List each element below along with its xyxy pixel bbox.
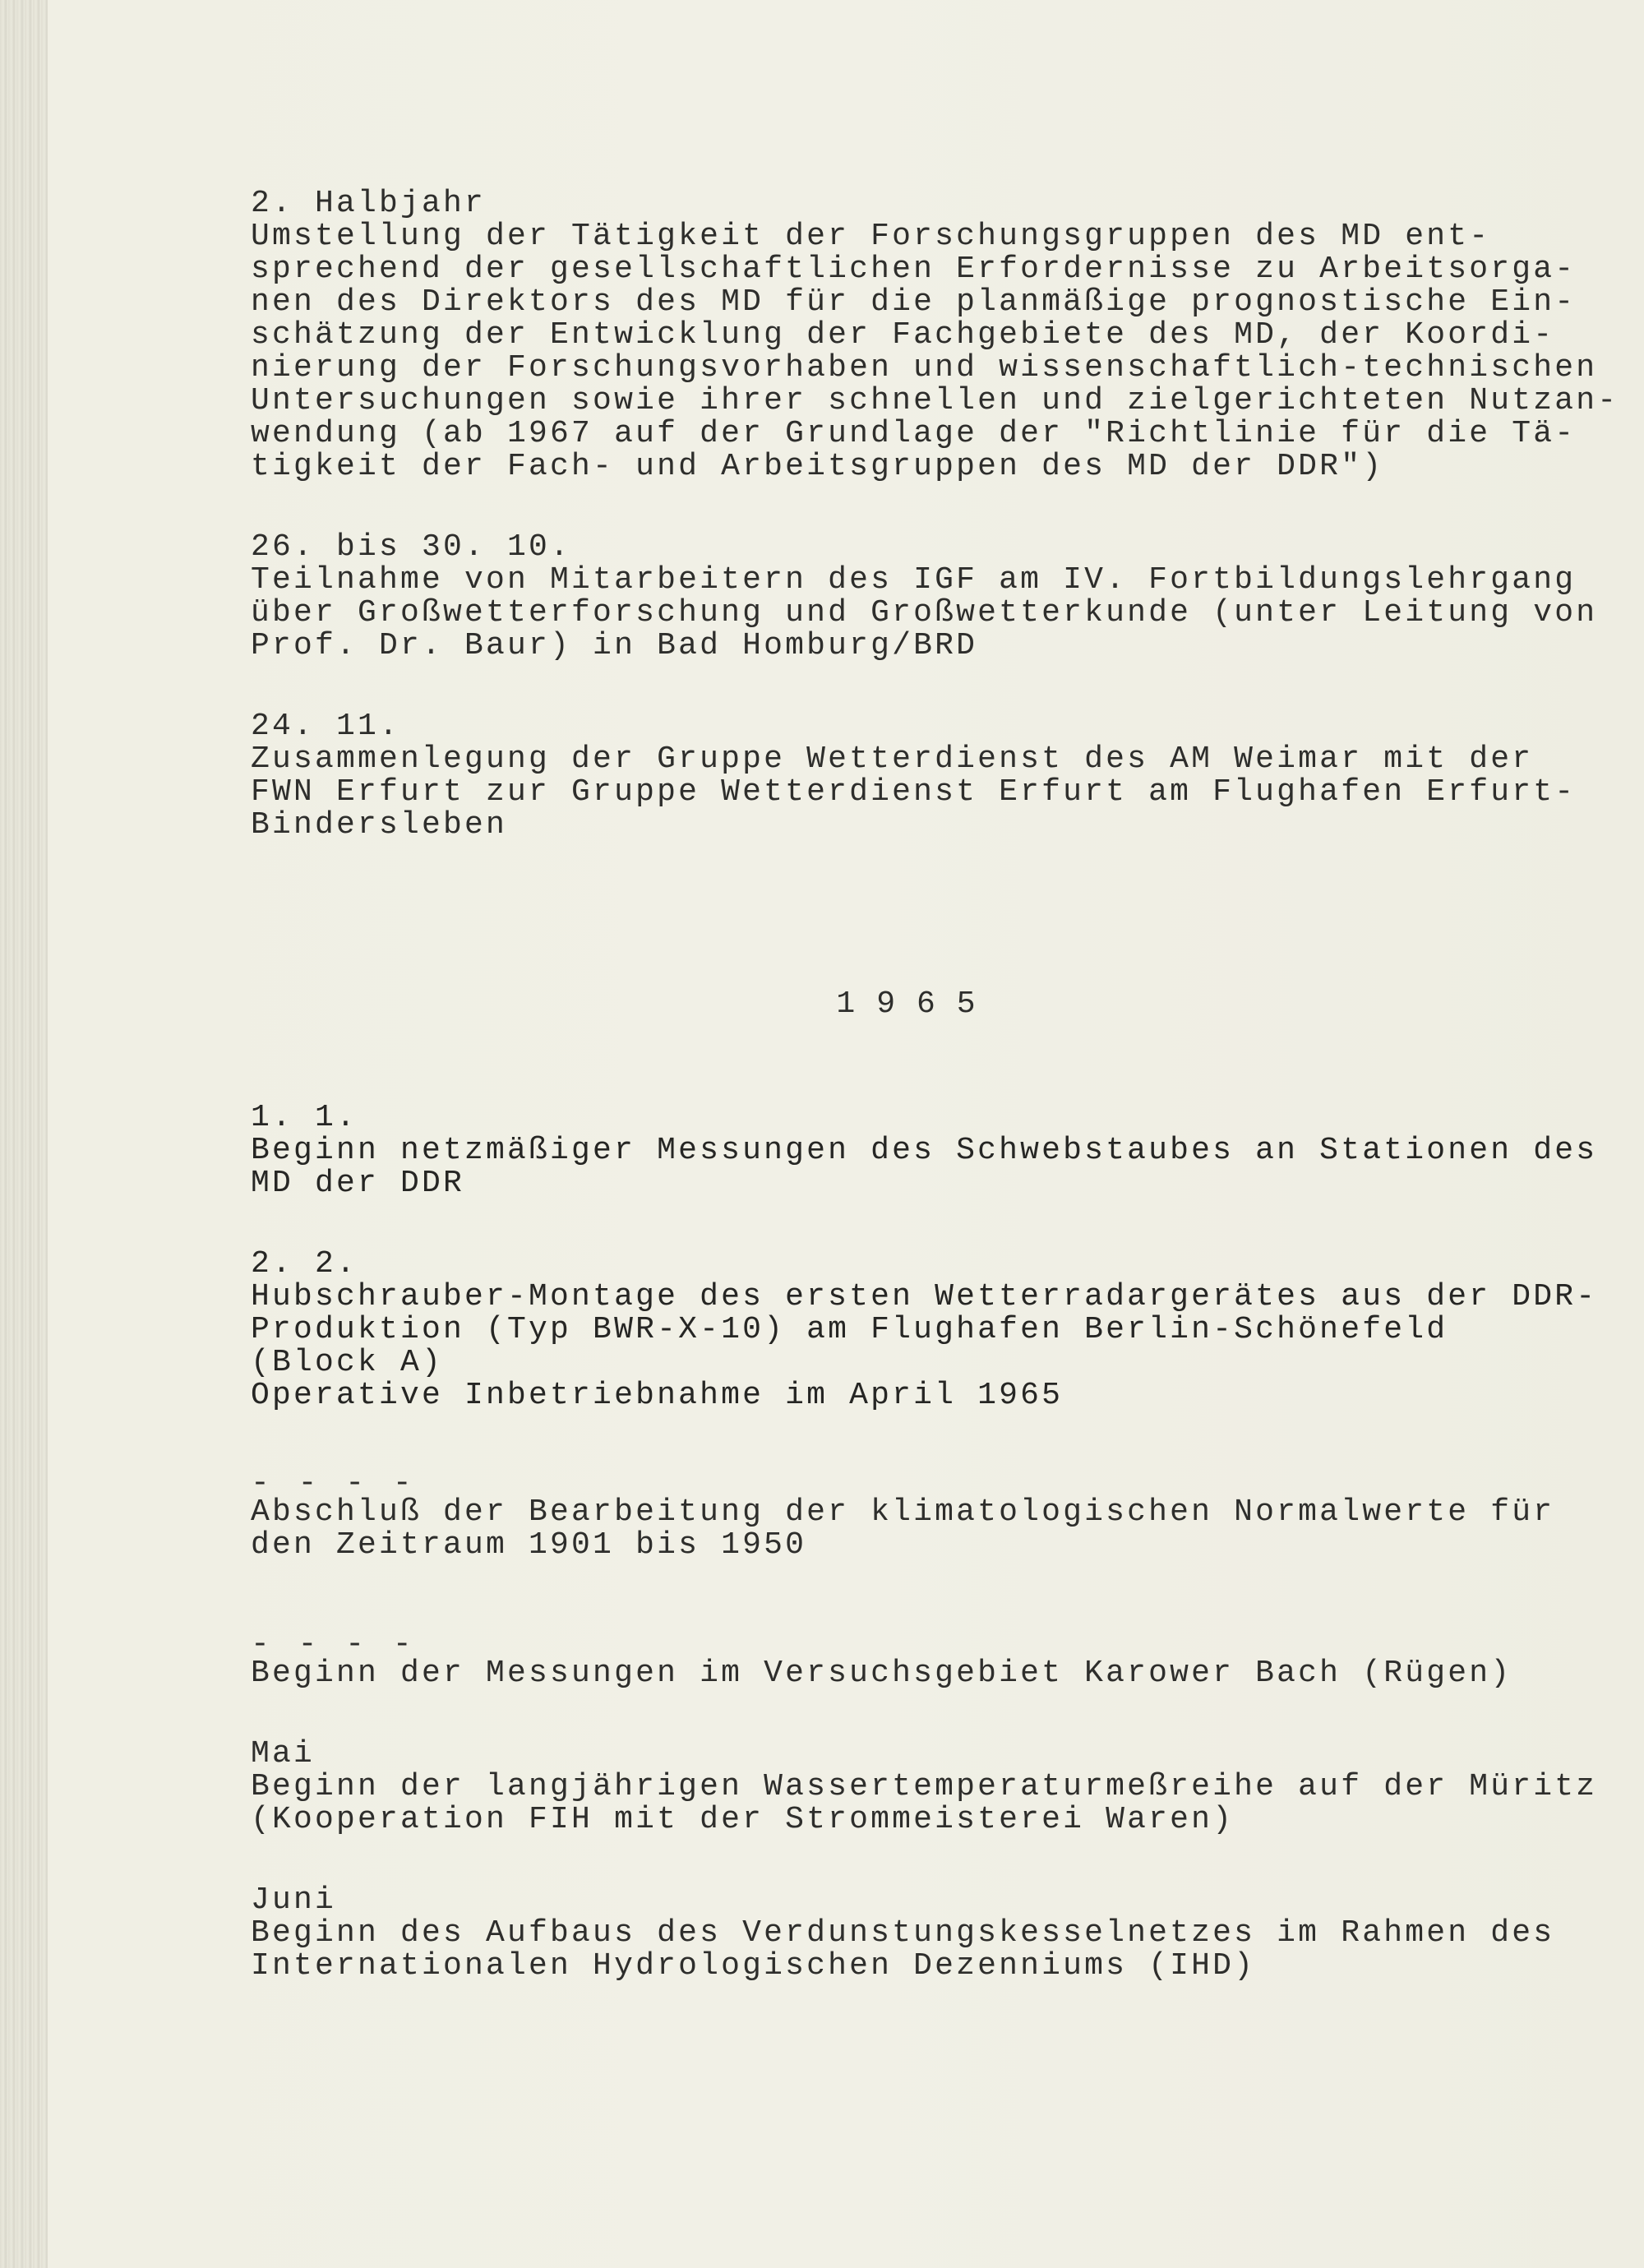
- entry-date: 24. 11.: [251, 709, 401, 744]
- entry-text-line: sprechend der gesellschaftlichen Erfordernisse zu Arbeitsorga-: [251, 252, 1577, 287]
- entry-text-line: den Zeitraum 1901 bis 1950: [251, 1527, 807, 1563]
- entry-date: Juni: [251, 1882, 337, 1918]
- entry-text-line: (Kooperation FIH mit der Strommeisterei Waren): [251, 1802, 1235, 1837]
- page-binding-edge: [0, 0, 48, 2268]
- year-heading: 1965: [836, 986, 997, 1022]
- entry-date: 26. bis 30. 10.: [251, 529, 572, 565]
- chronicle-entry-undated-2: [251, 1627, 1533, 1691]
- year-heading-block: [251, 988, 1533, 1021]
- entry-text-line: wendung (ab 1967 auf der Grundlage der "Richtlinie für die Tä-: [251, 416, 1577, 451]
- entry-text-line: Produktion (Typ BWR-X-10) am Flughafen Berlin-Schönefeld: [251, 1312, 1448, 1347]
- entry-text-line: nen des Direktors des MD für die planmäßige prognostische Ein-: [251, 284, 1577, 320]
- entry-text-line: Beginn netzmäßiger Messungen des Schwebstaubes an Stationen des: [251, 1133, 1598, 1168]
- chronicle-entry-may: [251, 1736, 1598, 1837]
- entry-text-line: Beginn des Aufbaus des Verdunstungskesselnetzes im Rahmen des: [251, 1915, 1555, 1951]
- entry-text-line: Abschluß der Bearbeitung der klimatologischen Normalwerte für: [251, 1494, 1555, 1530]
- entry-text-line: Umstellung der Tätigkeit der Forschungsgruppen des MD ent-: [251, 219, 1491, 254]
- entry-text-line: (Block A): [251, 1345, 444, 1380]
- entry-text-line: Beginn der langjährigen Wassertemperaturmeßreihe auf der Müritz: [251, 1769, 1598, 1804]
- entry-text-line: Beginn der Messungen im Versuchsgebiet Karower Bach (Rügen): [251, 1656, 1512, 1691]
- chronicle-entry-halbjahr: [251, 186, 1619, 484]
- entry-text-line: Hubschrauber-Montage des ersten Wetterradargerätes aus der DDR-: [251, 1279, 1598, 1314]
- entry-text-line: nierung der Forschungsvorhaben und wissenschaftlich-technischen: [251, 350, 1598, 386]
- entry-text-line: Internationalen Hydrologischen Dezenniums (IHD): [251, 1948, 1256, 1984]
- entry-text-line: Prof. Dr. Baur) in Bad Homburg/BRD: [251, 628, 978, 663]
- entry-text-line: Zusammenlegung der Gruppe Wetterdienst des AM Weimar mit der: [251, 741, 1534, 777]
- entry-text-line: Bindersleben: [251, 807, 508, 843]
- chronicle-entry-feb: [251, 1246, 1598, 1413]
- entry-text-line: über Großwetterforschung und Großwetterkunde (unter Leitung von: [251, 595, 1598, 631]
- entry-text-line: Operative Inbetriebnahme im April 1965: [251, 1378, 1064, 1413]
- entry-text-line: tigkeit der Fach- und Arbeitsgruppen des MD der DDR"): [251, 449, 1384, 484]
- entry-text-line: FWN Erfurt zur Gruppe Wetterdienst Erfurt am Flughafen Erfurt-: [251, 774, 1577, 810]
- undated-marker: - - - -: [251, 1466, 417, 1501]
- chronicle-entry-jan: [251, 1100, 1598, 1201]
- entry-date: Mai: [251, 1736, 316, 1771]
- entry-text-line: Untersuchungen sowie ihrer schnellen und zielgerichteten Nutzan-: [251, 383, 1619, 418]
- entry-date: 1. 1.: [251, 1100, 358, 1135]
- entry-text-line: Teilnahme von Mitarbeitern des IGF am IV. Fortbildungslehrgang: [251, 562, 1577, 598]
- undated-marker: - - - -: [251, 1627, 417, 1662]
- chronicle-entry-june: [251, 1882, 1555, 1984]
- chronicle-entry-undated-1: [251, 1466, 1555, 1563]
- entry-date: 2. 2.: [251, 1246, 358, 1282]
- document-body: [251, 186, 1619, 1984]
- chronicle-entry-oct: [251, 529, 1598, 663]
- entry-date: 2. Halbjahr: [251, 186, 487, 221]
- chronicle-entry-nov: [251, 709, 1577, 843]
- entry-text-line: schätzung der Entwicklung der Fachgebiete des MD, der Koordi-: [251, 317, 1555, 353]
- entry-text-line: MD der DDR: [251, 1166, 465, 1201]
